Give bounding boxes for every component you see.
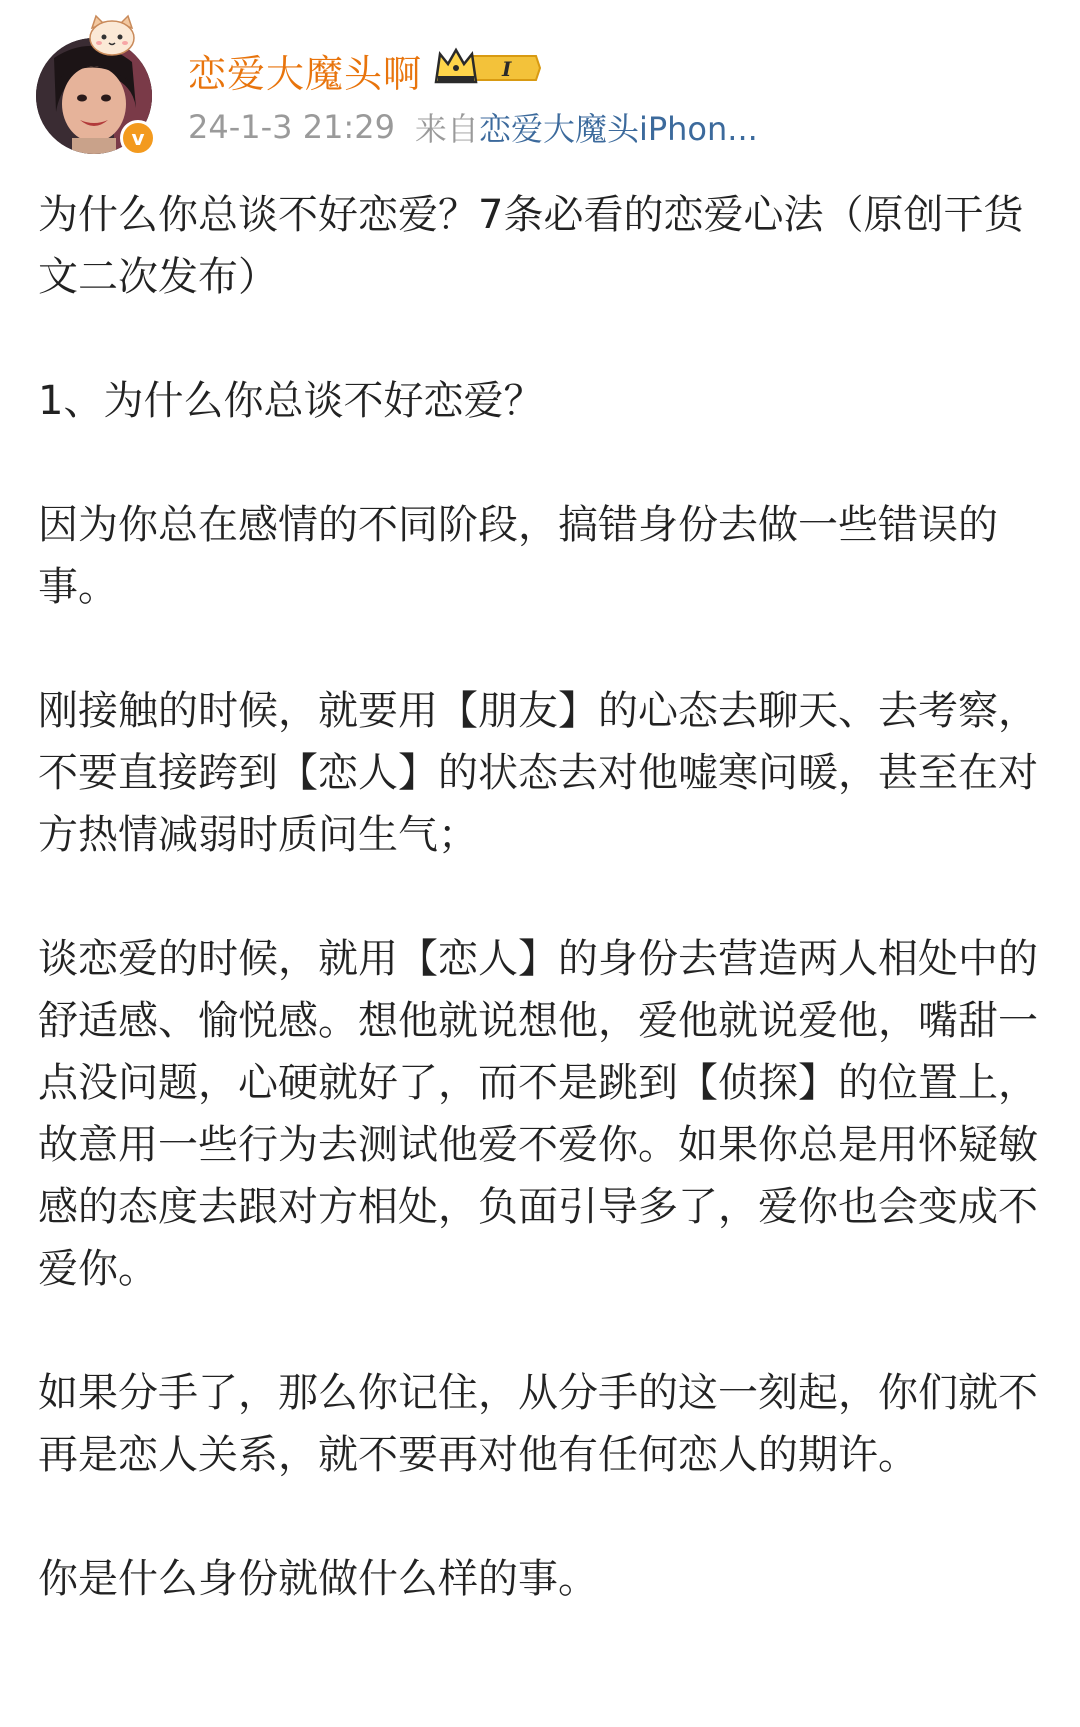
post-header [0,0,1080,160]
section-heading: 1、为什么你总谈不好恋爱？ [38,378,544,424]
cat-decoration-icon [84,14,140,62]
body-paragraph: 因为你总在感情的不同阶段，搞错身份去做一些错误的事。 [38,502,998,610]
post-meta [188,106,758,148]
crown-vip-icon[interactable] [432,46,542,94]
post-timestamp: 24-1-3 21:29 [188,108,395,146]
body-paragraph: 你是什么身份就做什么样的事。 [38,1556,598,1602]
verified-v-icon: v [120,120,156,156]
post-title-paragraph: 为什么你总谈不好恋爱？7条必看的恋爱心法（原创干货文二次发布） [38,192,1024,300]
vip-level: I [502,57,512,81]
body-paragraph: 谈恋爱的时候，就用【恋人】的身份去营造两人相处中的舒适感、愉悦感。想他就说想他，爱他就说爱他，嘴甜一点没问题，心硬就好了，而不是跳到【侦探】的位置上，故意用一些行为去测试他爱不爱你。如果你总是用怀疑敏感的态度去跟对方相处，负面引导多了，爱你也会变成不爱你。 [38,936,1038,1292]
from-label: 来自 [414,110,479,148]
body-paragraph: 如果分手了，那么你记住，从分手的这一刻起，你们就不再是恋人关系，就不要再对他有任何恋人的期许。 [38,1370,1038,1478]
author-name[interactable]: 恋爱大魔头啊 [188,51,423,96]
author-name-row [188,44,542,96]
author-avatar[interactable] [36,38,152,154]
body-paragraph: 刚接触的时候，就要用【朋友】的心态去聊天、去考察，不要直接跨到【恋人】的状态去对他嘘寒问暖，甚至在对方热情减弱时质问生气； [38,688,1038,858]
source-link[interactable]: 恋爱大魔头iPhon... [478,110,758,148]
post-body [38,184,1048,1610]
